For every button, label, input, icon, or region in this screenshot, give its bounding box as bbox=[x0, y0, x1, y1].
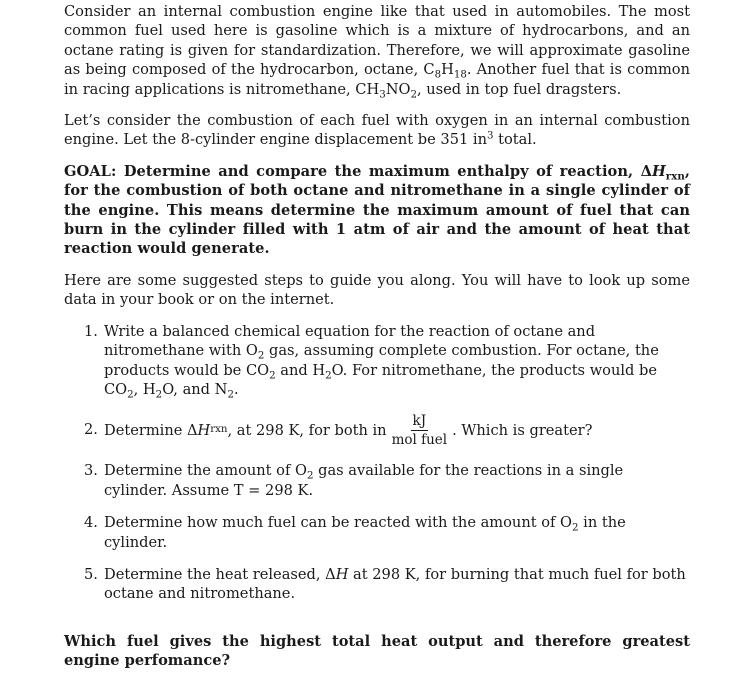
displacement-paragraph: Let’s consider the combustion of each fuel with oxygen in an internal combustion engine. Let the 8-cylinder engine displacement be 351 $in^3$ total. bbox=[64, 112, 690, 149]
octane-formula: $C_8H_{18}$ bbox=[423, 61, 467, 81]
intro-text-3: , used in top fuel dragsters. bbox=[416, 80, 622, 98]
intro-text-1: Consider an internal combustion engine like that used in automobiles. The most common fuel used here is gasoline which is a mixture of hydrocarbons, and an octane rating is given for standardization. Therefore, we will approximate gasoline as being composed of the hydrocarbon, octane, bbox=[64, 3, 690, 79]
list-item-step-2: 2. Determine Δ H rxn , at 298 K, for both in $\frac{kJ}{\text{mol fuel}}$ . Which is greater? bbox=[84, 412, 593, 448]
list-item-step-4: 4. Determine how much fuel can be reacted with the amount of $O_2$ in the cylinder. bbox=[84, 514, 626, 551]
nitromethane-formula: $CH_3NO_2$ bbox=[355, 80, 417, 101]
document-page bbox=[64, 2, 690, 671]
final-question: Which fuel gives the highest total heat output and therefore greatest engine perfomance? bbox=[64, 632, 690, 670]
list-item-step-5: 5. Determine the heat released, ΔH at 298 K, for burning that much fuel for both octane and nitromethane. bbox=[84, 565, 686, 603]
unit-fraction: $\frac{kJ}{\text{mol fuel}}$ bbox=[391, 412, 448, 448]
list-item-step-3: 3. Determine the amount of $O_2$ gas available for the reactions in a single cylinder. Assume T = 298 K. bbox=[84, 462, 624, 499]
guide-paragraph: Here are some suggested steps to guide you along. You will have to look up some data in your book or on the internet. bbox=[64, 271, 690, 309]
goal-statement: GOAL: Determine and compare the maximum enthalpy of reaction, $\Delta H_{rxn}$, for the combustion of both octane and nitromethane in a single cylinder of the engine. This means determine the maximum amount of fuel that can burn in the cylinder filled with 1 atm of air and the amount of heat that reaction would generate. bbox=[64, 162, 690, 258]
intro-paragraph bbox=[64, 2, 690, 99]
intro-text-2: . Another fuel that is common in racing applications is nitromethane, bbox=[64, 61, 690, 98]
steps-list bbox=[64, 322, 690, 604]
list-item-step-1: 1. Write a balanced chemical equation for the reaction of octane and nitromethane with $O_2$ gas, assuming complete combustion. For octane, the products would be $CO_2$ and $H_2O$. For nitromethane, the products would be $CO_2$, $H_2O$, and $N_2$. bbox=[84, 322, 659, 401]
